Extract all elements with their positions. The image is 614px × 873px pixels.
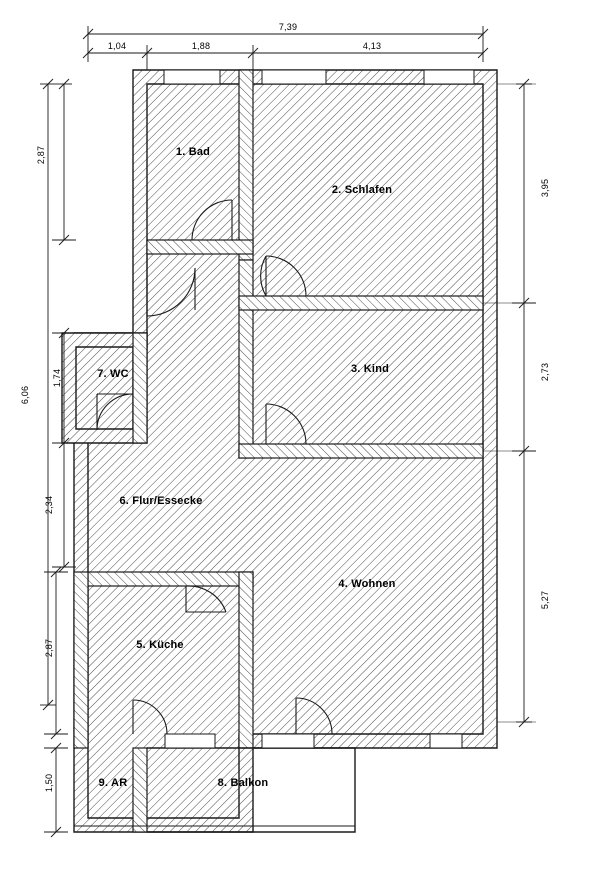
dim-label-left-3: 2,34 (44, 495, 54, 515)
dim-label-right-3: 5,27 (540, 590, 550, 610)
interior-wall-kind-wohnen (239, 444, 483, 458)
window-wohnen-bottom-2 (430, 734, 462, 748)
interior-wall-vertical-center-2 (239, 260, 253, 458)
room-label-wc: 7. WC (97, 368, 129, 380)
window-schlafen-top-1 (262, 70, 326, 84)
interior-wall-bad-bottom (147, 240, 253, 254)
interior-wall-wc-right (133, 333, 147, 443)
interior-wall-vertical-center (239, 70, 253, 260)
interior-wall-kueche-left (74, 572, 88, 748)
dim-label-left-2: 1,74 (52, 368, 62, 388)
dim-label-left-1: 2,87 (36, 145, 46, 165)
dim-label-right-2: 2,73 (540, 362, 550, 382)
dim-label-left-4: 2,87 (44, 638, 54, 658)
window-bad-top (164, 70, 220, 84)
dim-label-right-1: 3,95 (540, 178, 550, 198)
dim-label-top-2: 1,88 (191, 41, 211, 51)
room-label-kueche: 5. Küche (136, 639, 184, 651)
window-kueche-bottom (165, 734, 215, 748)
room-label-wohnen: 4. Wohnen (338, 578, 396, 590)
interior-wall-schlafen-kind (239, 296, 483, 310)
dim-label-left-5: 1,50 (44, 773, 54, 793)
dim-label-top-1: 1,04 (107, 41, 127, 51)
room-label-balkon: 8. Balkon (217, 777, 269, 789)
window-wohnen-bottom (262, 734, 314, 748)
room-label-ar: 9. AR (98, 777, 128, 789)
walls-group (62, 70, 497, 832)
room-label-kind: 3. Kind (350, 363, 390, 375)
dim-label-left-outer: 6,06 (20, 385, 30, 405)
room-label-flur: 6. Flur/Essecke (119, 495, 203, 507)
dim-label-top-3: 4,13 (362, 41, 382, 51)
room-label-bad: 1. Bad (175, 146, 211, 158)
window-schlafen-top-2 (424, 70, 474, 84)
room-label-schlafen: 2. Schlafen (331, 184, 393, 196)
interior-wall-ar-balkon (133, 748, 147, 832)
dim-label-top-total: 7,39 (278, 22, 298, 32)
interior-wall-kueche-right (239, 572, 253, 748)
interior-wall-kueche-top (88, 572, 253, 586)
